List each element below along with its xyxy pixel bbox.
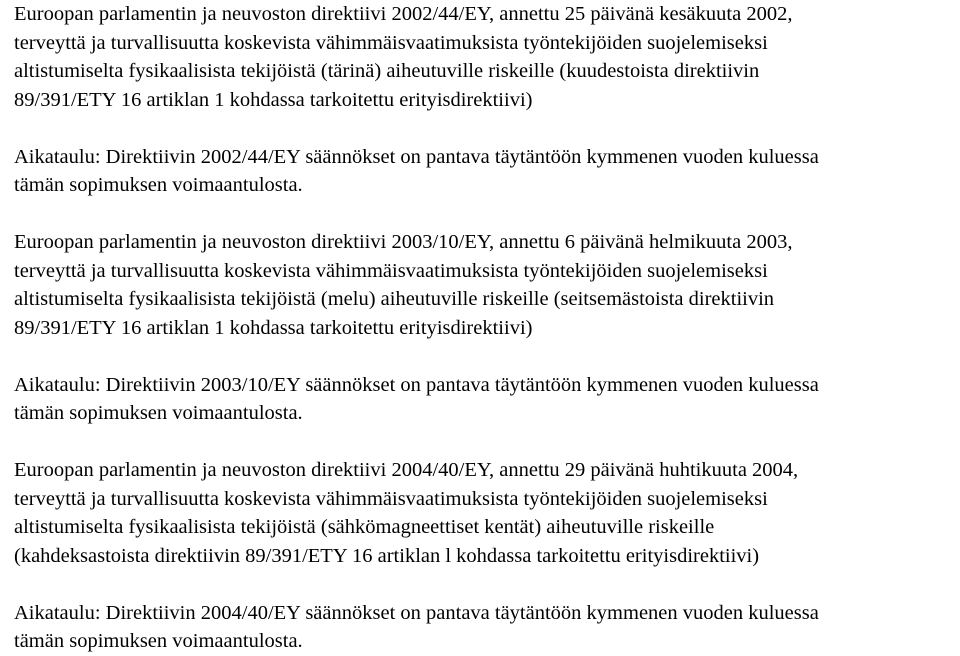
text-line: Aikataulu: Direktiivin 2004/40/EY säännökset on pantava täytäntöön kymmenen vuoden kuluessa (14, 601, 819, 624)
text-line: Euroopan parlamentin ja neuvoston direktiivi 2004/40/EY, annettu 29 päivänä huhtikuuta 2004, (14, 459, 799, 481)
text-line: Aikataulu: Direktiivin 2003/10/EY säännökset on pantava täytäntöön kymmenen vuoden kuluessa (14, 373, 819, 396)
text-line: Euroopan parlamentin ja neuvoston direktiivi 2002/44/EY, annettu 25 päivänä kesäkuuta 2002, (14, 3, 793, 25)
paragraph-spacer (14, 200, 954, 229)
text-line: altistumiselta fysikaalisista tekijöistä (tärinä) aiheutuville riskeille (kuudestoista direktiivin (14, 60, 760, 82)
document-body (14, 0, 954, 656)
text-line: terveyttä ja turvallisuutta koskevista vähimmäisvaatimuksista työntekijöiden suojelemiseksi (14, 31, 768, 54)
text-line: terveyttä ja turvallisuutta koskevista vähimmäisvaatimuksista työntekijöiden suojelemiseksi (14, 487, 768, 510)
text-line: Euroopan parlamentin ja neuvoston direktiivi 2003/10/EY, annettu 6 päivänä helmikuuta 2003, (14, 231, 793, 253)
directive-paragraph-2004-40 (14, 456, 954, 570)
schedule-paragraph-2002-44 (14, 143, 954, 200)
paragraph-spacer (14, 342, 954, 371)
text-line: 89/391/ETY 16 artiklan 1 kohdassa tarkoitettu erityisdirektiivi) (14, 316, 533, 339)
schedule-paragraph-2004-40 (14, 599, 954, 656)
text-line: terveyttä ja turvallisuutta koskevista vähimmäisvaatimuksista työntekijöiden suojelemiseksi (14, 259, 768, 282)
paragraph-spacer (14, 570, 954, 599)
paragraph-spacer (14, 114, 954, 143)
text-line: tämän sopimuksen voimaantulosta. (14, 630, 303, 652)
text-line: tämän sopimuksen voimaantulosta. (14, 402, 303, 424)
text-line: 89/391/ETY 16 artiklan 1 kohdassa tarkoitettu erityisdirektiivi) (14, 88, 533, 111)
paragraph-spacer (14, 428, 954, 457)
directive-paragraph-2003-10 (14, 228, 954, 342)
text-line: (kahdeksastoista direktiivin 89/391/ETY 16 artiklan l kohdassa tarkoitettu erityisdirektiivi) (14, 544, 760, 567)
directive-paragraph-2002-44 (14, 0, 954, 114)
schedule-paragraph-2003-10 (14, 371, 954, 428)
text-line: tämän sopimuksen voimaantulosta. (14, 174, 303, 196)
text-line: altistumiselta fysikaalisista tekijöistä (melu) aiheutuville riskeille (seitsemästoista direktiivin (14, 288, 775, 310)
text-line: altistumiselta fysikaalisista tekijöistä (sähkömagneettiset kentät) aiheutuville riskeille (14, 516, 715, 538)
text-line: Aikataulu: Direktiivin 2002/44/EY säännökset on pantava täytäntöön kymmenen vuoden kuluessa (14, 145, 819, 168)
